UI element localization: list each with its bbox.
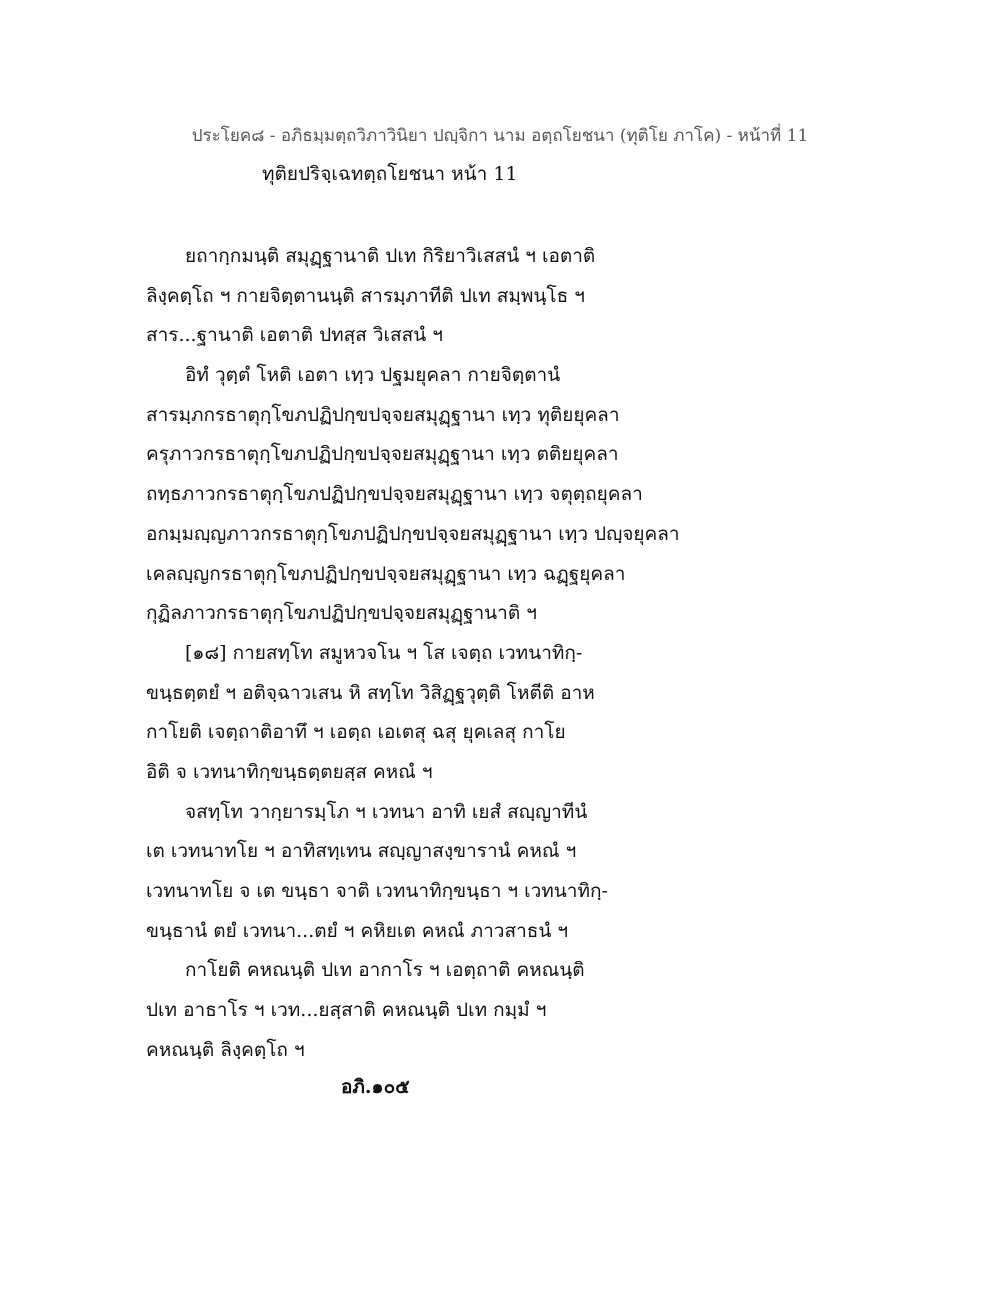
text-line: อกมฺมญฺญภาวกรธาตุกฺโขภปฏิปกฺขปจฺจยสมุฏฺฐานา เทฺว ปญฺจยุคลา	[146, 522, 680, 545]
text-line: เวทนาทโย จ เต ขนฺธา จาติ เวทนาทิกฺขนฺธา ฯ เวทนาทิกฺ-	[146, 880, 608, 902]
text-line: ขนฺธานํ ตยํ เวทนา...ตยํ ฯ คหิยเต คหณํ ภาวสาธนํ ฯ	[146, 919, 569, 942]
text-line: จสทฺโท วากฺยารมฺโภ ฯ เวทนา อาทิ เยสํ สญฺญาทีนํ	[185, 800, 588, 823]
text-line: เต เวทนาทโย ฯ อาทิสทฺเทน สญฺญาสงฺขารานํ คหณํ ฯ	[146, 840, 577, 863]
running-header: ประโยค๘ - อภิธมฺมตฺถวิภาวินิยา ปญฺจิกา นาม อตฺถโยชนา (ทุติโย ภาโค) - หน้าที่ 11	[191, 126, 809, 146]
text-line: อิทํ วุตฺตํ โหติ เอตา เทฺว ปฐมยุคลา กายจิตฺตานํ	[185, 364, 561, 387]
text-line: กาโยติ คหณนฺติ ปเท อากาโร ฯ เอตฺถาติ คหณนฺติ	[185, 959, 585, 982]
text-line: สาร...ฐานาติ เอตาติ ปทสฺส วิเสสนํ ฯ	[146, 324, 443, 347]
page-marker: อภิ.๑๐๕	[341, 1076, 410, 1098]
text-line: เคลญฺญกรธาตุกฺโขภปฏิปกฺขปจฺจยสมุฏฺฐานา เทฺว ฉฏฺฐยุคลา	[146, 562, 626, 585]
text-line: [๑๘] กายสทฺโท สมูหวจโน ฯ โส เจตฺถ เวทนาทิกฺ-	[185, 641, 583, 664]
text-line: สารมฺภกรธาตุกฺโขภปฏิปกฺขปจฺจยสมุฏฺฐานา เทฺว ทุติยยุคลา	[146, 403, 620, 426]
text-line: ลิงฺคตฺโถ ฯ กายจิตฺตานนฺติ สารมฺภาทีติ ปเท สมฺพนฺโธ ฯ	[146, 284, 585, 307]
text-line: คหณนฺติ ลิงฺคตฺโถ ฯ	[146, 1038, 305, 1061]
page-heading: ทุติยปริจฺเฉทตฺถโยชนา หน้า 11	[262, 163, 518, 185]
text-line: ถทฺธภาวกรธาตุกฺโขภปฏิปกฺขปจฺจยสมุฏฺฐานา เทฺว จตุตฺถยุคลา	[146, 483, 643, 506]
text-line: กุฏิลภาวกรธาตุกฺโขภปฏิปกฺขปจฺจยสมุฏฺฐานาติ ฯ	[146, 602, 537, 625]
text-line: กาโยติ เจตฺถาติอาทึ ฯ เอตฺถ เอเตสุ ฉสุ ยุคเลสุ กาโย	[146, 721, 566, 744]
text-line: ปเท อาธาโร ฯ เวท...ยสฺสาติ คหณนฺติ ปเท กมฺมํ ฯ	[146, 999, 547, 1022]
text-line: ขนฺธตฺตยํ ฯ อติจฺฉาวเสน หิ สทฺโท วิสิฏฺฐวุตฺติ โหตีติ อาห	[146, 681, 595, 704]
text-line: ยถากฺกมนฺติ สมุฏฺฐานาติ ปเท กิริยาวิเสสนํ ฯ เอตาติ	[185, 245, 596, 267]
text-line: อิติ จ เวทนาทิกฺขนฺธตฺตยสฺส คหณํ ฯ	[146, 760, 433, 783]
text-line: ครุภาวกรธาตุกฺโขภปฏิปกฺขปจฺจยสมุฏฺฐานา เทฺว ตติยยุคลา	[146, 443, 619, 466]
body-text	[146, 237, 866, 1070]
